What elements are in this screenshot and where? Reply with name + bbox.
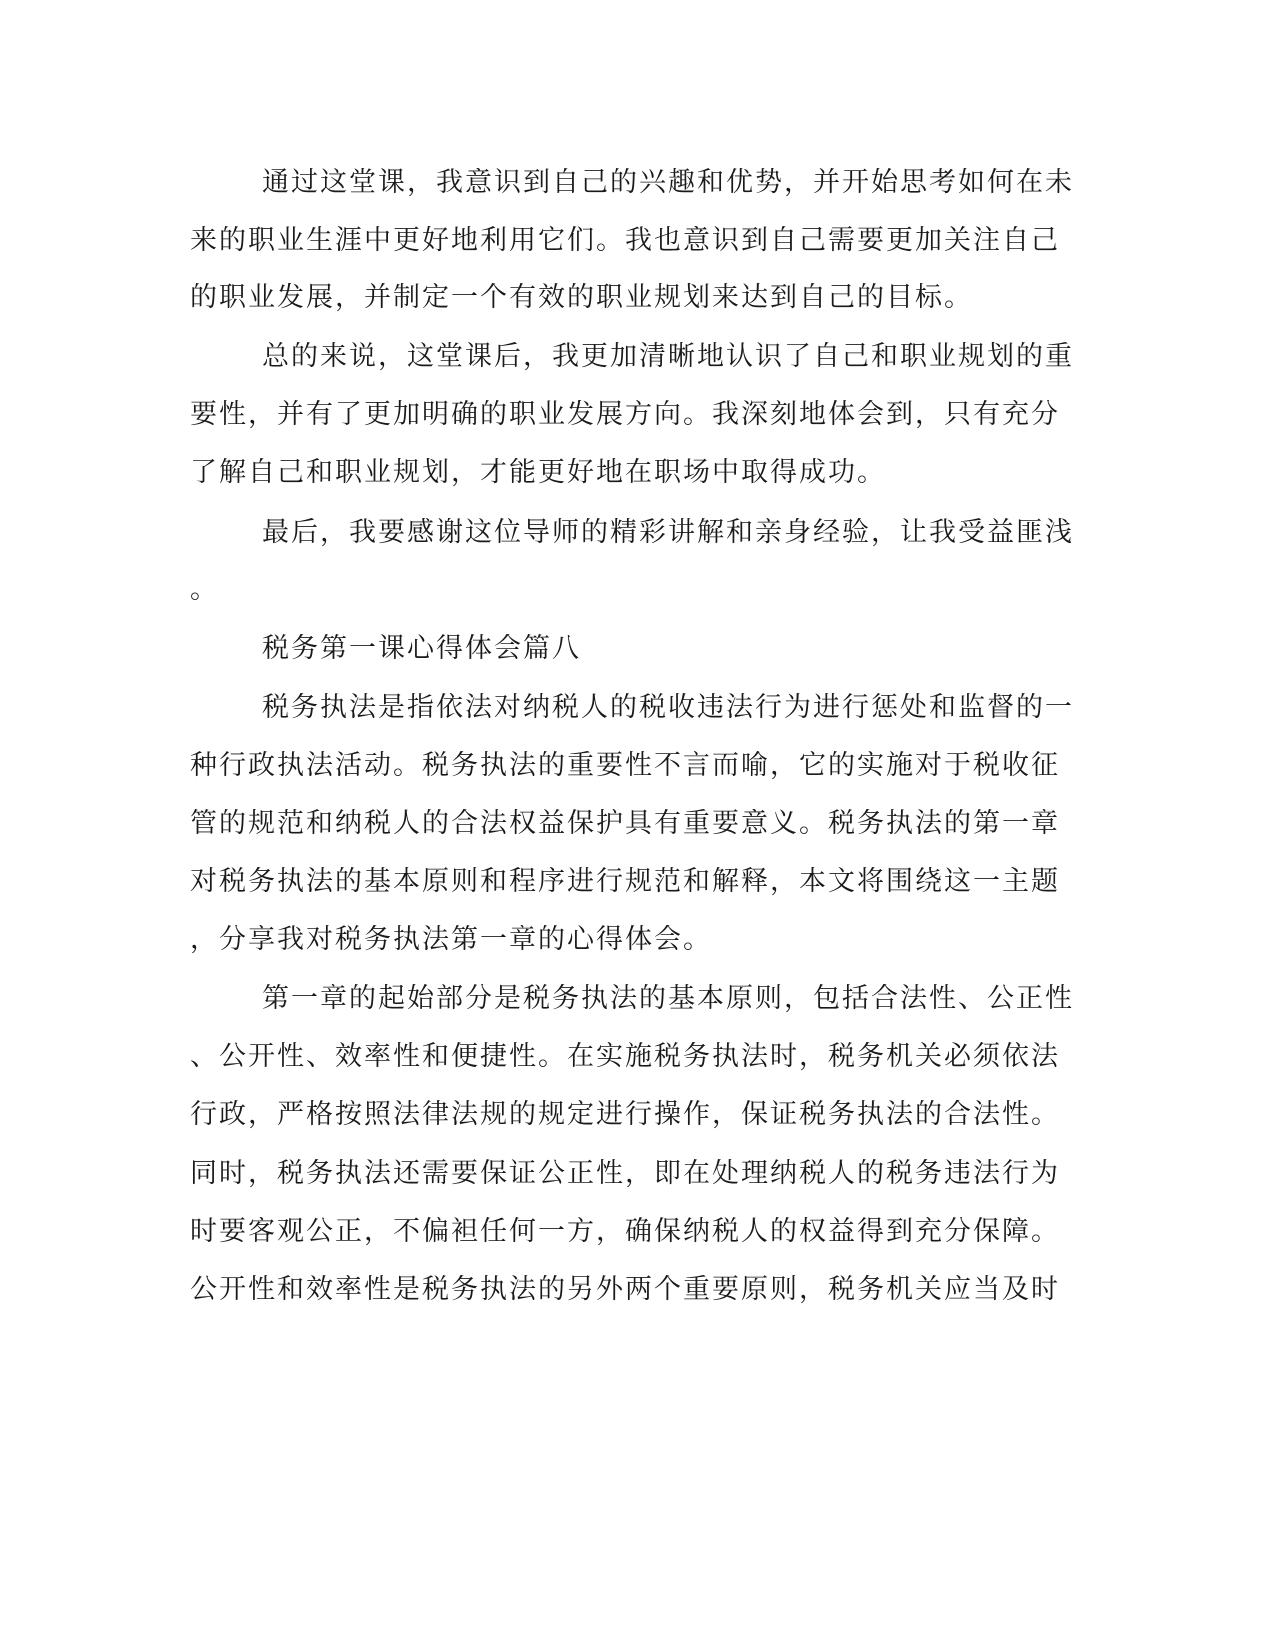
paragraph-4-line-2: 种行政执法活动。税务执法的重要性不言而喻，它的实施对于税收征 <box>190 751 1060 781</box>
paragraph-4-line-5: ，分享我对税务执法第一章的心得体会。 <box>190 925 712 955</box>
paragraph-4-line-3: 管的规范和纳税人的合法权益保护具有重要意义。税务执法的第一章 <box>190 809 1060 839</box>
paragraph-5-line-6: 公开性和效率性是税务执法的另外两个重要原则，税务机关应当及时 <box>190 1275 1060 1305</box>
section-heading: 税务第一课心得体会篇八 <box>262 634 581 664</box>
paragraph-5-line-3: 行政，严格按照法律法规的规定进行操作，保证税务执法的合法性。 <box>190 1100 1060 1130</box>
paragraph-5-line-5: 时要客观公正，不偏袒任何一方，确保纳税人的权益得到充分保障。 <box>190 1217 1060 1247</box>
paragraph-4-line-1: 税务执法是指依法对纳税人的税收违法行为进行惩处和监督的一 <box>262 693 1074 723</box>
paragraph-1-line-1: 通过这堂课，我意识到自己的兴趣和优势，并开始思考如何在未 <box>262 168 1074 198</box>
paragraph-3-line-1: 最后，我要感谢这位导师的精彩讲解和亲身经验，让我受益匪浅 <box>262 518 1074 548</box>
paragraph-2-line-2: 要性，并有了更加明确的职业发展方向。我深刻地体会到，只有充分 <box>190 400 1060 430</box>
paragraph-4-line-4: 对税务执法的基本原则和程序进行规范和解释，本文将围绕这一主题 <box>190 867 1060 897</box>
paragraph-2-line-3: 了解自己和职业规划，才能更好地在职场中取得成功。 <box>190 458 886 488</box>
paragraph-1-line-2: 来的职业生涯中更好地利用它们。我也意识到自己需要更加关注自己 <box>190 226 1060 256</box>
paragraph-5-line-1: 第一章的起始部分是税务执法的基本原则，包括合法性、公正性 <box>262 984 1074 1014</box>
paragraph-5-line-2: 、公开性、效率性和便捷性。在实施税务执法时，税务机关必须依法 <box>190 1042 1060 1072</box>
paragraph-1-line-3: 的职业发展，并制定一个有效的职业规划来达到自己的目标。 <box>190 283 973 313</box>
paragraph-2-line-1: 总的来说，这堂课后，我更加清晰地认识了自己和职业规划的重 <box>262 342 1074 372</box>
paragraph-5-line-4: 同时，税务执法还需要保证公正性，即在处理纳税人的税务违法行为 <box>190 1159 1060 1189</box>
paragraph-3-line-2: 。 <box>190 575 219 605</box>
